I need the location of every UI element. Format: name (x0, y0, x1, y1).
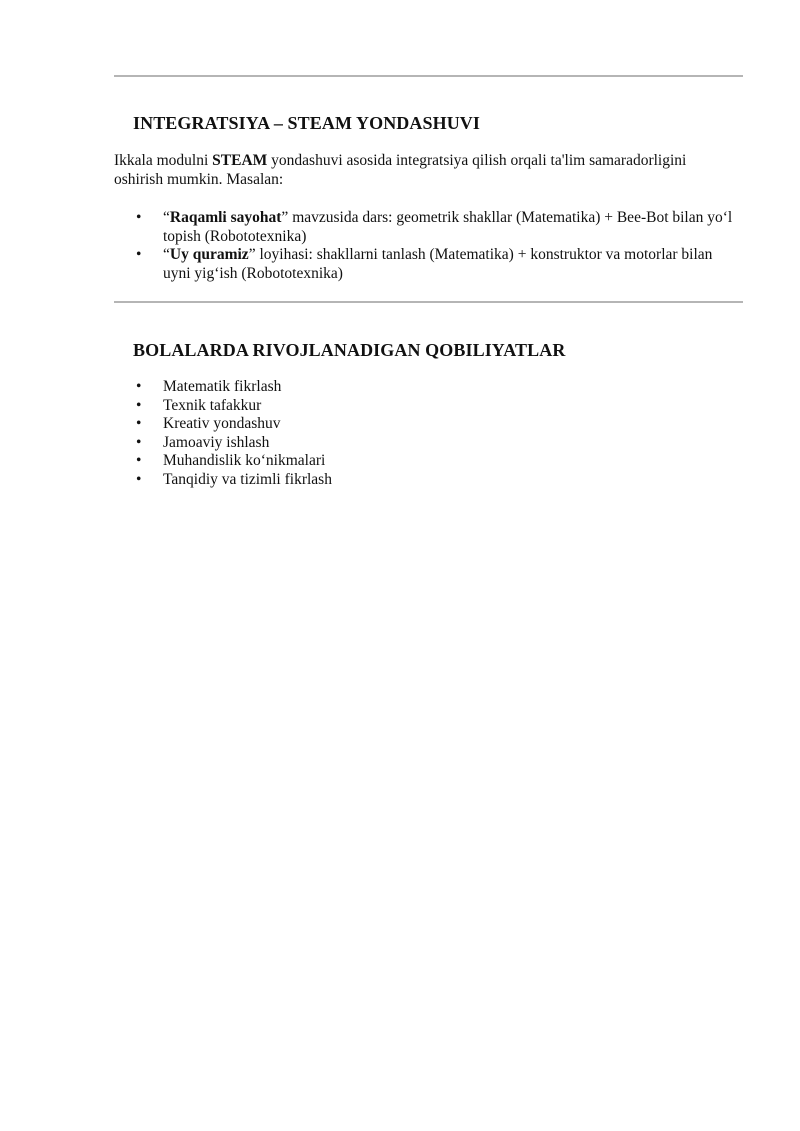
skills-list (114, 378, 614, 489)
list-item-example-1 (114, 209, 742, 246)
bullet-icon: • (136, 415, 142, 432)
skill-label: Texnik tafakkur (163, 396, 262, 414)
intro-text-start: Ikkala modulni (114, 152, 213, 169)
bullet-icon: • (136, 246, 142, 263)
quote-close: ” (281, 209, 289, 226)
example-title: Raqamli sayohat (169, 209, 282, 226)
horizontal-rule-middle (114, 301, 743, 303)
bullet-icon: • (136, 396, 142, 414)
intro-text-steam: STEAM (212, 152, 268, 169)
list-item-example-2 (114, 246, 742, 283)
intro-paragraph (114, 152, 734, 189)
skill-label: Tanqidiy va tizimli fikrlash (163, 470, 332, 488)
quote-close: ” (248, 246, 256, 263)
intro-text-end: yondashuvi asosida integratsiya qilish orqali ta'lim samaradorligini oshirish mumkin. Masalan: (114, 152, 687, 188)
horizontal-rule-top (114, 75, 743, 77)
example-title: Uy quramiz (169, 246, 249, 263)
list-item-skill (114, 378, 614, 397)
integration-examples-list (114, 209, 742, 283)
skill-label: Jamoaviy ishlash (163, 433, 270, 451)
bullet-icon: • (136, 470, 142, 488)
bullet-icon: • (136, 378, 142, 395)
skill-label: Matematik fikrlash (163, 378, 282, 395)
skill-label: Muhandislik ko‘nikmalari (163, 452, 326, 469)
list-item-skill (114, 434, 614, 453)
quote-open: “ (163, 246, 170, 263)
list-item-skill (114, 415, 614, 434)
section-heading-skills: BOLALARDA RIVOJLANADIGAN QOBILIYATLAR (133, 340, 566, 360)
skill-label: Kreativ yondashuv (163, 415, 281, 432)
list-item-skill (114, 471, 614, 490)
quote-open: “ (163, 209, 170, 226)
example-description: mavzusida dars: geometrik shakllar (Matematika) + Bee-Bot bilan yo‘l topish (Robototexnika) (163, 209, 733, 245)
list-item-skill (114, 452, 614, 471)
list-item-skill (114, 397, 614, 416)
bullet-icon: • (136, 433, 142, 451)
example-description: loyihasi: shakllarni tanlash (Matematika) + konstruktor va motorlar bilan uyni yig‘ish (Robototexnika) (163, 246, 713, 282)
section-heading-integration: INTEGRATSIYA – STEAM YONDASHUVI (133, 113, 481, 133)
bullet-icon: • (136, 209, 142, 226)
bullet-icon: • (136, 452, 142, 469)
